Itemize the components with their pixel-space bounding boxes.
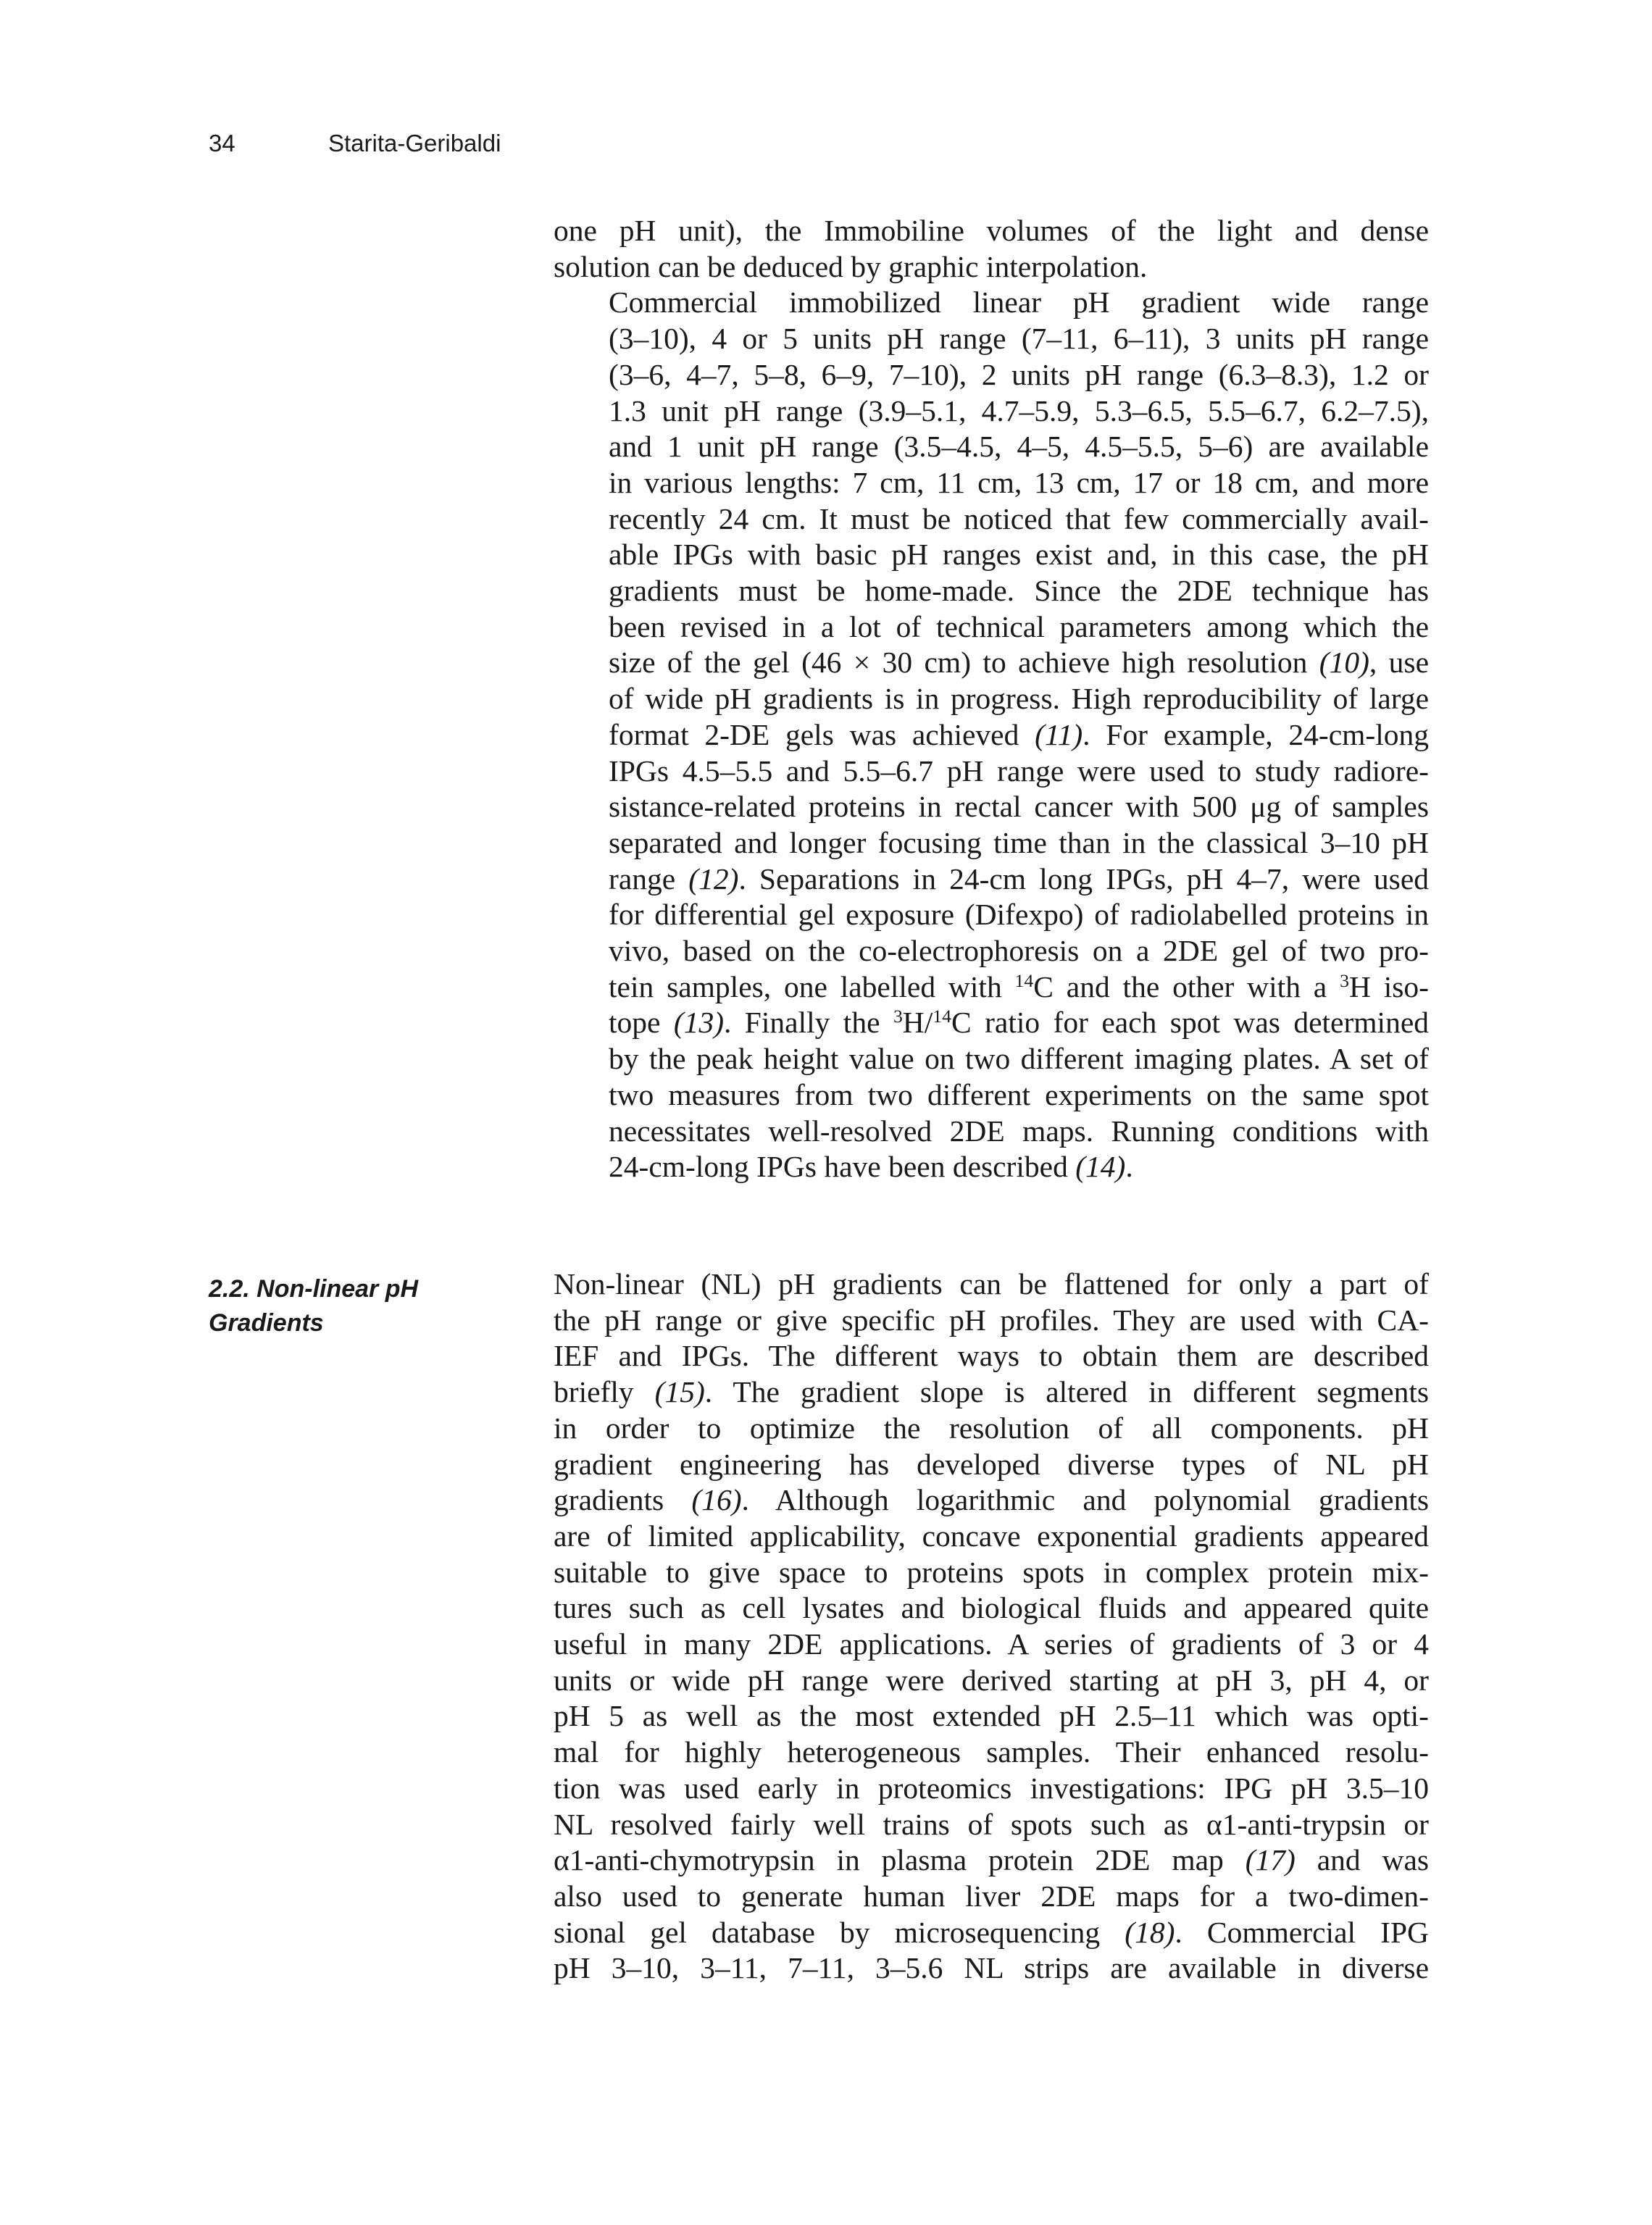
- text-line: by the peak height value on two different imaging plates. A set of: [609, 1042, 1429, 1076]
- text-line: [554, 861, 1429, 898]
- text-segment: .: [1125, 1150, 1133, 1184]
- text-line: [554, 1842, 1429, 1879]
- text-line: and 1 unit pH range (3.5–4.5, 4–5, 4.5–5.5, 5–6) are available: [609, 430, 1429, 464]
- text-line: for differential gel exposure (Difexpo) of radiolabelled proteins in: [609, 898, 1429, 932]
- running-head: [209, 129, 501, 158]
- text-segment: tein samples, one labelled with: [609, 969, 1002, 1003]
- text-line: tion was used early in proteomics investigations: IPG pH 3.5–10: [554, 1771, 1429, 1805]
- text-line: sistance-related proteins in rectal cancer with 500 μg of samples: [609, 790, 1429, 824]
- text-line: Commercial immobilized linear pH gradient wide range: [609, 285, 1429, 320]
- text-segment: H iso-: [1348, 969, 1429, 1003]
- text-segment: . Commercial IPG: [1175, 1915, 1430, 1949]
- isotope-superscript: 14: [1014, 969, 1034, 991]
- text-line: [554, 1374, 1429, 1411]
- text-line: useful in many 2DE applications. A series of gradients of 3 or 4: [554, 1627, 1429, 1661]
- text-segment: . Finally the: [724, 1006, 880, 1040]
- text-segment: gradients: [554, 1483, 664, 1517]
- text-line: [554, 1149, 1429, 1185]
- citation-link[interactable]: (15): [654, 1375, 705, 1409]
- text-line: two measures from two different experiments on the same spot: [609, 1077, 1429, 1111]
- text-line: Non-linear (NL) pH gradients can be flattened for only a part of: [554, 1267, 1429, 1301]
- text-line: [554, 1915, 1429, 1951]
- text-line: IEF and IPGs. The different ways to obtain them are described: [554, 1339, 1429, 1373]
- citation-link[interactable]: (10): [1319, 646, 1369, 680]
- text-segment: tope: [609, 1006, 661, 1040]
- text-line: (3–10), 4 or 5 units pH range (7–11, 6–11), 3 units pH range: [609, 322, 1429, 356]
- running-head-author: Starita-Geribaldi: [328, 130, 501, 156]
- text-segment: and was: [1317, 1843, 1430, 1877]
- text-line: [554, 1482, 1429, 1519]
- citation-link[interactable]: (16): [691, 1483, 742, 1517]
- text-segment: . The gradient slope is altered in different segments: [704, 1375, 1430, 1409]
- isotope-superscript: 14: [933, 1006, 952, 1027]
- text-line: NL resolved fairly well trains of spots such as α1-anti-trypsin or: [554, 1807, 1429, 1841]
- text-line: vivo, based on the co-electrophoresis on a 2DE gel of two pro-: [609, 934, 1429, 968]
- text-line: of wide pH gradients is in progress. High reproducibility of large: [609, 682, 1429, 716]
- text-segment: C ratio for each spot was determined: [951, 1006, 1430, 1040]
- text-segment: size of the gel (46 × 30 cm) to achieve high resolution: [609, 646, 1308, 680]
- text-line: one pH unit), the Immobiline volumes of the light and dense: [554, 214, 1429, 247]
- citation-link[interactable]: (14): [1075, 1150, 1126, 1184]
- text-segment: α1-anti-chymotrypsin in plasma protein 2DE map: [554, 1843, 1224, 1877]
- text-line: suitable to give space to proteins spots in complex protein mix-: [554, 1555, 1429, 1589]
- section-2-2-body: [554, 1266, 1429, 1987]
- text-segment: . Separations in 24-cm long IPGs, pH 4–7, were used: [738, 861, 1430, 896]
- text-line: [554, 969, 1429, 1006]
- text-line: are of limited applicability, concave exponential gradients appeared: [554, 1519, 1429, 1553]
- text-line: able IPGs with basic pH ranges exist and, in this case, the pH: [609, 538, 1429, 572]
- text-line: [554, 717, 1429, 754]
- text-line: been revised in a lot of technical parameters among which the: [609, 609, 1429, 643]
- text-line: in order to optimize the resolution of all components. pH: [554, 1411, 1429, 1445]
- text-line: also used to generate human liver 2DE maps for a two-dimen-: [554, 1879, 1429, 1913]
- citation-link[interactable]: (12): [688, 861, 739, 896]
- text-line: in various lengths: 7 cm, 11 cm, 13 cm, 17 or 18 cm, and more: [609, 465, 1429, 499]
- text-line: the pH range or give specific pH profiles. They are used with CA-: [554, 1303, 1429, 1337]
- text-line: pH 3–10, 3–11, 7–11, 3–5.6 NL strips are available in diverse: [554, 1951, 1429, 1985]
- citation-link[interactable]: (11): [1035, 717, 1083, 751]
- text-segment: sional gel database by microsequencing: [554, 1915, 1101, 1949]
- text-segment: briefly: [554, 1375, 634, 1409]
- text-line: gradient engineering has developed diverse types of NL pH: [554, 1447, 1429, 1481]
- text-line: IPGs 4.5–5.5 and 5.5–6.7 pH range were used to study radiore-: [609, 754, 1429, 788]
- text-line: [554, 645, 1429, 681]
- text-segment: . For example, 24-cm-long: [1082, 717, 1430, 751]
- citation-link[interactable]: (17): [1245, 1843, 1296, 1877]
- text-segment: . Although logarithmic and polynomial gradients: [741, 1483, 1429, 1517]
- text-line: (3–6, 4–7, 5–8, 6–9, 7–10), 2 units pH range (6.3–8.3), 1.2 or: [609, 357, 1429, 391]
- text-line: pH 5 as well as the most extended pH 2.5–11 which was opti-: [554, 1699, 1429, 1733]
- section-heading-2-2: 2.2. Non-linear pH Gradients: [209, 1275, 419, 1337]
- text-segment: , use: [1369, 646, 1429, 680]
- page-number: 34: [209, 130, 235, 156]
- text-segment: 24-cm-long IPGs have been described: [609, 1150, 1068, 1184]
- isotope-superscript: 3: [1340, 969, 1349, 991]
- isotope-superscript: 3: [893, 1006, 903, 1027]
- paragraph: [554, 213, 1429, 285]
- text-segment: format 2-DE gels was achieved: [609, 717, 1019, 751]
- citation-link[interactable]: (13): [673, 1006, 725, 1040]
- text-line: mal for highly heterogeneous samples. Their enhanced resolu-: [554, 1735, 1429, 1769]
- paragraph: [554, 1266, 1429, 1987]
- section-2-1-continued: [554, 213, 1429, 1185]
- text-line: solution can be deduced by graphic interpolation.: [554, 249, 1148, 283]
- text-segment: C and the other with a: [1033, 969, 1327, 1003]
- text-line: separated and longer focusing time than in the classical 3–10 pH: [609, 825, 1429, 859]
- paragraph: [554, 285, 1429, 1185]
- text-line: units or wide pH range were derived starting at pH 3, pH 4, or: [554, 1663, 1429, 1697]
- text-line: gradients must be home-made. Since the 2DE technique has: [609, 574, 1429, 608]
- text-line: tures such as cell lysates and biological fluids and appeared quite: [554, 1591, 1429, 1625]
- text-segment: range: [609, 861, 676, 896]
- text-line: [554, 1005, 1429, 1041]
- citation-link[interactable]: (18): [1125, 1915, 1175, 1949]
- text-segment: H/: [902, 1006, 933, 1040]
- text-line: recently 24 cm. It must be noticed that few commercially avail-: [609, 501, 1429, 535]
- text-line: 1.3 unit pH range (3.9–5.1, 4.7–5.9, 5.3–6.5, 5.5–6.7, 6.2–7.5),: [609, 393, 1429, 427]
- text-line: necessitates well-resolved 2DE maps. Running conditions with: [609, 1114, 1429, 1148]
